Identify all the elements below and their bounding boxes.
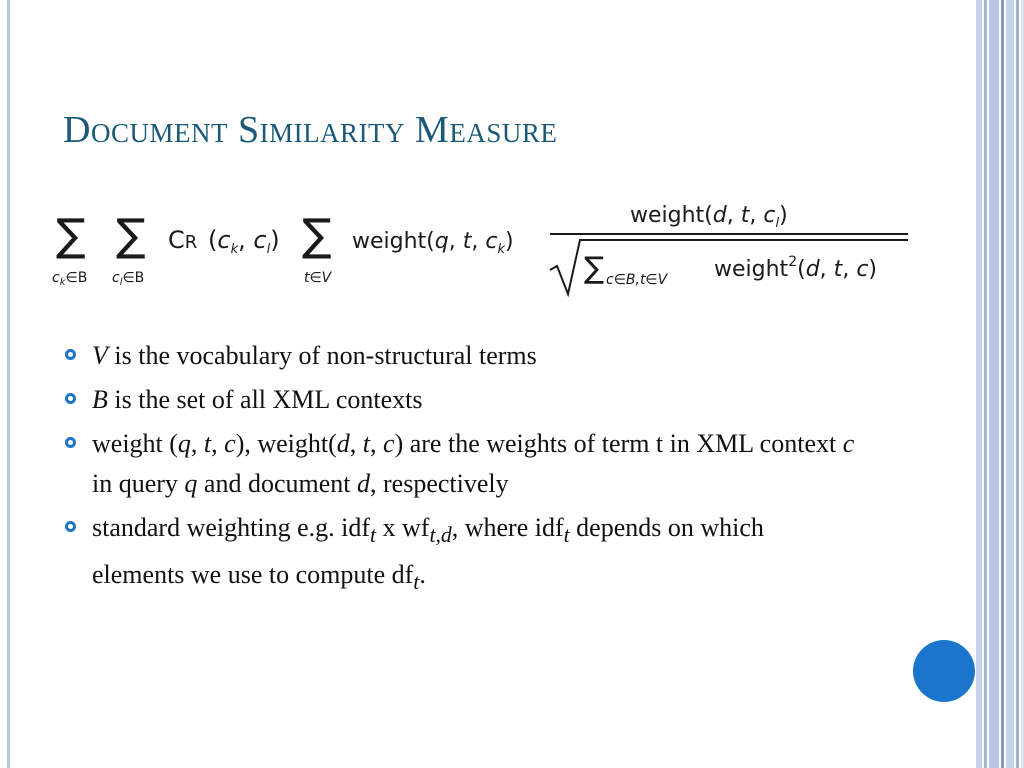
cr-letter-c: C bbox=[168, 226, 185, 254]
den-sub: c∈B,t∈V bbox=[606, 272, 668, 288]
bullet-text: weight (q, t, c), weight(d, t, c) are the weights of term t in XML context c in query q and document d, respectively bbox=[92, 429, 855, 498]
svg-text:ck∈B: $c_k\in B$ bbox=[52, 270, 88, 288]
bullet-item bbox=[62, 336, 862, 376]
weight-q-term: weight(q, t, $c_k$) bbox=[352, 229, 514, 257]
cr-letter-r: R bbox=[184, 232, 198, 253]
sum-symbol-cl: ∑ bbox=[116, 210, 146, 261]
den-sum-symbol: ∑ bbox=[584, 251, 605, 286]
bullet-ring-icon bbox=[65, 393, 76, 404]
decorative-circle bbox=[913, 640, 975, 702]
sum-symbol-t: ∑ bbox=[302, 210, 332, 261]
bullet-ring-icon bbox=[65, 349, 76, 360]
fraction-denominator: weight$^2$(d, t, c) bbox=[714, 254, 878, 282]
bullet-ring-icon bbox=[65, 521, 76, 532]
sub-t-in-v: t∈V bbox=[304, 270, 332, 286]
bullet-text: V is the vocabulary of non-structural terms bbox=[92, 341, 537, 370]
cr-arguments: ($c_k$, $c_l$) bbox=[208, 226, 280, 257]
bullet-list bbox=[62, 336, 862, 606]
sum-symbol-ck: ∑ bbox=[56, 210, 86, 261]
bullet-text: B is the set of all XML contexts bbox=[92, 385, 423, 414]
svg-text:CR bbox=[168, 226, 197, 254]
bullet-item bbox=[62, 380, 862, 420]
sub-ck: c bbox=[52, 270, 60, 286]
bullet-item bbox=[62, 508, 862, 602]
slide-title: Document Similarity Measure bbox=[63, 109, 558, 151]
left-border-line bbox=[7, 0, 10, 768]
fraction-numerator: weight(d, t, $c_l$) bbox=[630, 203, 788, 231]
bullet-item bbox=[62, 424, 862, 504]
bullet-text: standard weighting e.g. idf$_t$ x $wf_{t,d}$, where idf$_t$ depends on which elements we use to compute $df_t$. bbox=[92, 513, 764, 595]
sub-cl: c bbox=[112, 270, 120, 286]
right-decorative-stripes bbox=[976, 0, 1024, 768]
similarity-formula bbox=[50, 190, 910, 300]
svg-text:cl∈B: $c_l\in B$ bbox=[112, 270, 145, 288]
bullet-ring-icon bbox=[65, 437, 76, 448]
